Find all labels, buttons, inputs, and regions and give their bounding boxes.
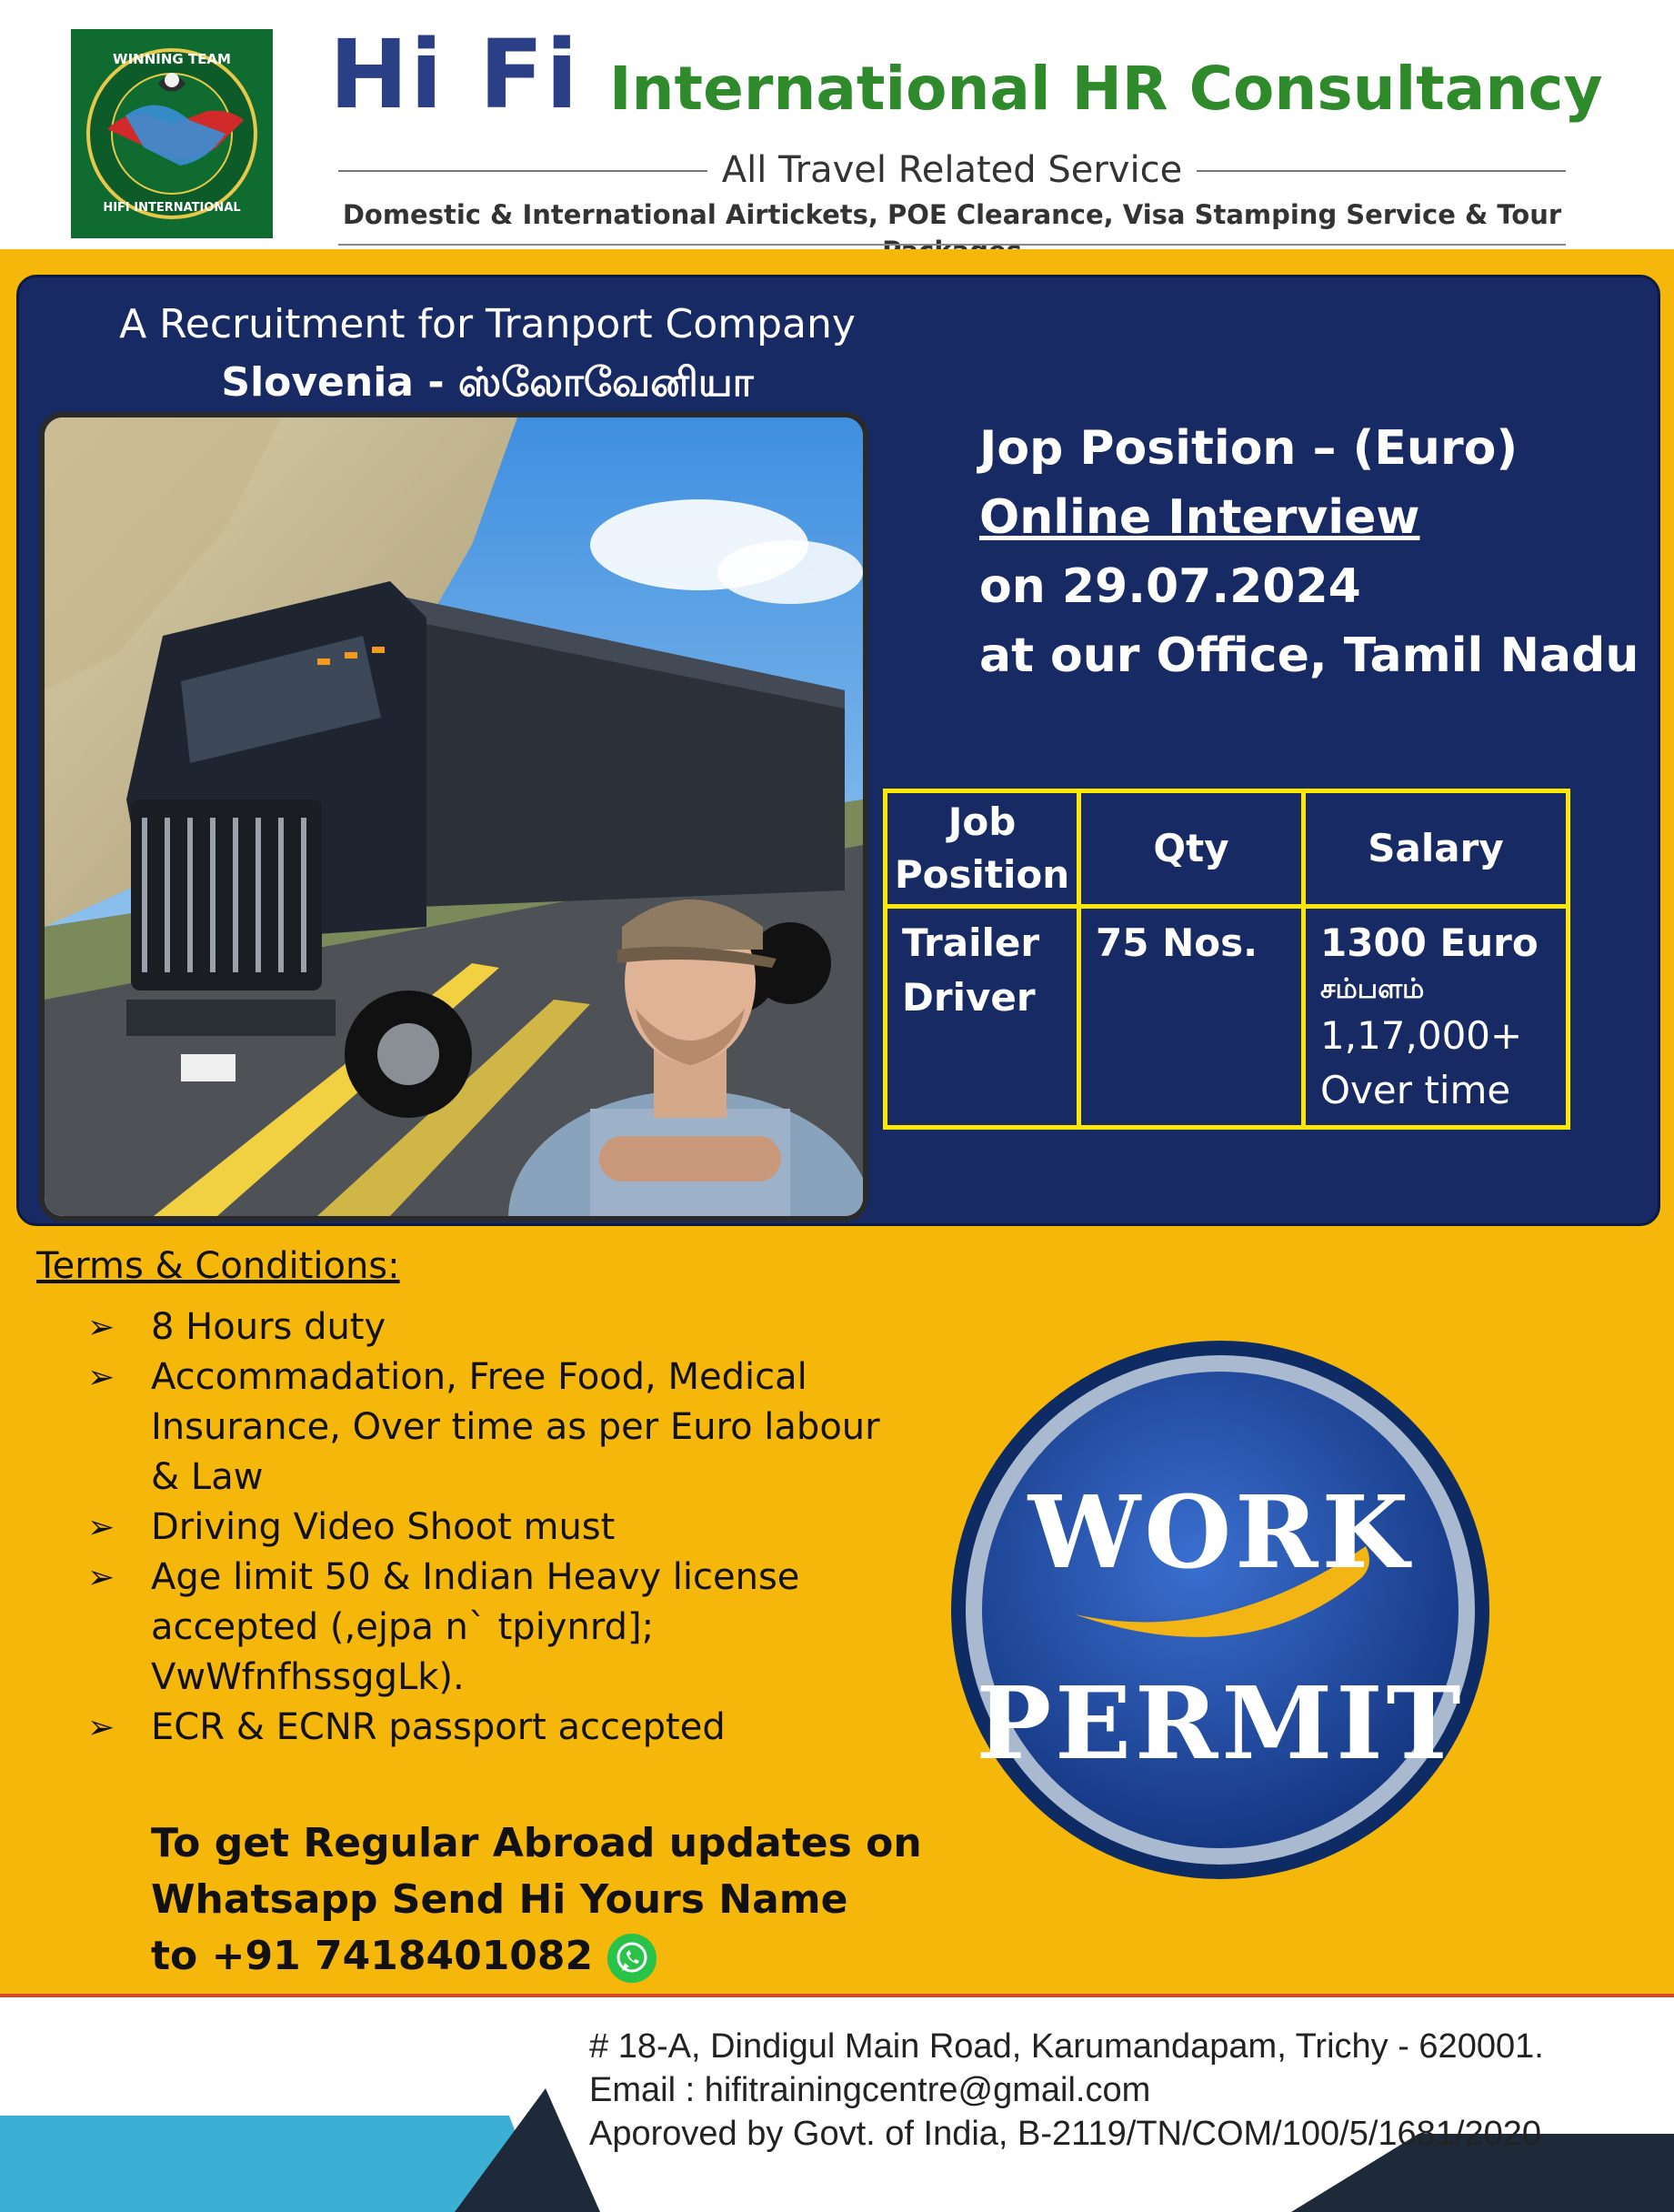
- salary-inr: 1,17,000+: [1320, 1013, 1523, 1058]
- footer-contact: [589, 2025, 1544, 2156]
- updates-line1: To get Regular Abroad updates on: [151, 1820, 922, 1866]
- main-section: [0, 249, 1674, 1994]
- recruitment-title: [101, 296, 874, 412]
- footer-email[interactable]: Email : hifitrainingcentre@gmail.com: [589, 2071, 1151, 2109]
- recruitment-panel: [16, 275, 1660, 1226]
- job-info: [979, 414, 1639, 690]
- whatsapp-updates: [151, 1815, 969, 1985]
- job-position-heading: Jop Position – (Euro): [979, 421, 1519, 476]
- cell-salary: [1304, 907, 1569, 1128]
- salary-euro: 1300 Euro: [1320, 920, 1539, 965]
- header-salary: Salary: [1304, 791, 1569, 907]
- list-item: ➢ Accommadation, Free Food, Medical Insurance, Over time as per Euro labour & Law: [87, 1352, 906, 1503]
- header-qty: Qty: [1079, 791, 1304, 907]
- company-logo: [71, 29, 273, 238]
- brand-name: Hi Fi: [329, 19, 580, 130]
- jobs-table-header-row: [886, 791, 1569, 907]
- tagline: All Travel Related Service: [707, 149, 1197, 191]
- logo-bottom-text: HIFI INTERNATIONAL: [103, 201, 241, 215]
- table-row: [886, 907, 1569, 1128]
- recruitment-title-line1: A Recruitment for Tranport Company: [119, 301, 856, 347]
- arrow-bullet-icon: ➢: [87, 1509, 115, 1546]
- jobs-table: [883, 789, 1570, 1130]
- handshake-logo-icon: [71, 29, 273, 238]
- recruitment-country: Slovenia - ஸ்லோவேனியா: [221, 359, 754, 406]
- arrow-bullet-icon: ➢: [87, 1359, 115, 1396]
- interview-date: on 29.07.2024: [979, 559, 1361, 614]
- online-interview-heading: Online Interview: [979, 490, 1420, 545]
- brand-subtitle: International HR Consultancy: [609, 54, 1603, 124]
- list-item: ➢ Driving Video Shoot must: [87, 1503, 906, 1553]
- truck-illustration-icon: [45, 417, 863, 1216]
- list-item: ➢ Age limit 50 & Indian Heavy license accepted (,ejpa n` tpiynrd]; VwWfnfhssggLk).: [87, 1553, 906, 1703]
- footer: [0, 1997, 1674, 2212]
- cell-qty: 75 Nos.: [1079, 907, 1304, 1128]
- cell-position: Trailer Driver: [886, 907, 1079, 1128]
- badge-word-permit: PERMIT: [976, 1664, 1465, 1782]
- updates-line3: [151, 1928, 969, 1985]
- list-item: ➢ 8 Hours duty: [87, 1302, 906, 1352]
- header-job-position: Job Position: [886, 791, 1079, 907]
- work-permit-badge-icon: [947, 1337, 1493, 1883]
- truck-driver-photo: [39, 412, 868, 1222]
- work-permit-badge: [947, 1337, 1493, 1883]
- arrow-bullet-icon: ➢: [87, 1709, 115, 1746]
- tagline-row: [338, 146, 1566, 191]
- whatsapp-number[interactable]: to +91 7418401082: [151, 1933, 594, 1979]
- salary-tamil-label: சம்பளம்: [1320, 973, 1425, 1005]
- header: [0, 0, 1674, 247]
- terms-title: Terms & Conditions:: [36, 1245, 400, 1287]
- arrow-bullet-icon: ➢: [87, 1559, 115, 1596]
- footer-address: # 18-A, Dindigul Main Road, Karumandapam, Trichy - 620001.: [589, 2027, 1544, 2066]
- list-item: ➢ ECR & ECNR passport accepted: [87, 1703, 906, 1753]
- terms-list: [87, 1302, 906, 1753]
- arrow-bullet-icon: ➢: [87, 1309, 115, 1346]
- whatsapp-icon[interactable]: [607, 1934, 657, 1983]
- updates-line2: Whatsapp Send Hi Yours Name: [151, 1876, 848, 1923]
- services-line: Domestic & International Airtickets, POE Clearance, Visa Stamping Service & Tour: [342, 199, 1562, 230]
- footer-approval: Aporoved by Govt. of India, B-2119/TN/COM/100/5/1681/2020: [589, 2115, 1542, 2153]
- interview-location: at our Office, Tamil Nadu: [979, 628, 1639, 683]
- logo-top-text: WINNING TEAM: [113, 51, 231, 67]
- salary-overtime: Over time: [1320, 1068, 1511, 1112]
- badge-word-work: WORK: [1027, 1473, 1413, 1591]
- header-divider: [338, 244, 1566, 246]
